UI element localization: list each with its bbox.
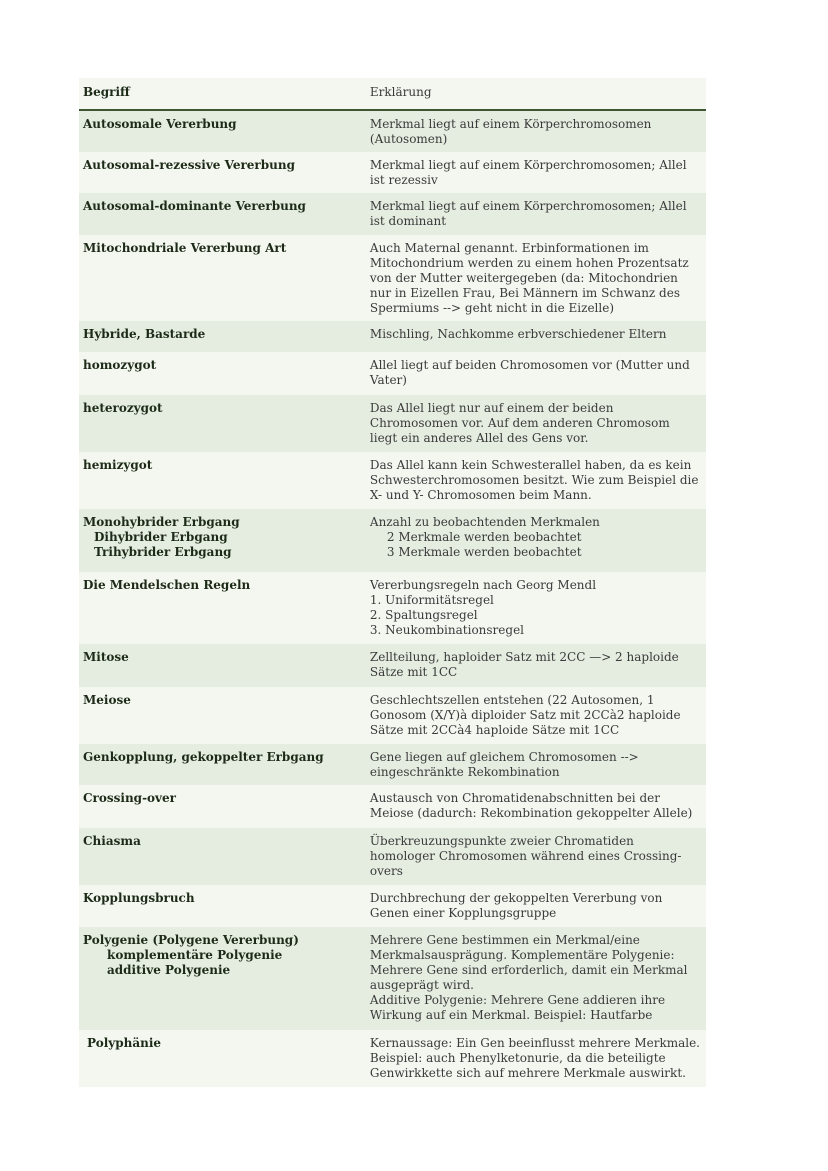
term-line: hemizygot: [83, 458, 153, 472]
term-line: Genkopplung, gekoppelter Erbgang: [83, 750, 324, 764]
definition-cell: [364, 235, 706, 321]
definition-line: Merkmalsausprägung. Komplementäre Polygenie:: [369, 948, 675, 962]
term-line: Chiasma: [83, 834, 141, 848]
term-cell: [79, 509, 364, 572]
term-line: Trihybrider Erbgang: [94, 545, 232, 559]
definition-line: Kernaussage: Ein Gen beeinflusst mehrere Merkmale.: [369, 1036, 700, 1050]
table-row: [79, 193, 706, 235]
table-row: [79, 885, 706, 927]
term-line: Die Mendelschen Regeln: [83, 578, 251, 592]
definition-line: Sätze mit 1CC: [369, 665, 458, 679]
table-row: [79, 785, 706, 828]
definition-line: X- und Y- Chromosomen beim Mann.: [369, 488, 592, 502]
definition-cell: [364, 572, 706, 644]
definition-line: Schwesterchromosomen besitzt. Wie zum Beispiel die: [369, 473, 699, 487]
term-cell: [79, 395, 364, 452]
definition-cell: [364, 509, 706, 572]
definition-line: overs: [369, 864, 403, 878]
definition-line: Genen einer Kopplungsgruppe: [369, 906, 557, 920]
definition-line: Überkreuzungspunkte zweier Chromatiden: [369, 834, 634, 848]
definition-line: Vererbungsregeln nach Georg Mendl: [369, 578, 597, 592]
table-row: [79, 687, 706, 744]
term-cell: [79, 828, 364, 885]
column-header-term: Begriff: [83, 85, 130, 99]
definition-line: 3. Neukombinationsregel: [369, 623, 525, 637]
term-line: Autosomal-dominante Vererbung: [83, 199, 306, 213]
table-header-row: [79, 78, 706, 110]
definition-line: nur in Eizellen Frau, Bei Männern im Schwanz des: [369, 286, 680, 300]
term-line: Autosomale Vererbung: [83, 117, 237, 131]
definition-cell: [364, 1030, 706, 1087]
definition-line: Das Allel liegt nur auf einem der beiden: [369, 401, 614, 415]
definition-line: Das Allel kann kein Schwesterallel haben, da es kein: [369, 458, 692, 472]
definition-line: 2. Spaltungsregel: [369, 608, 478, 622]
definition-line: Mischling, Nachkomme erbverschiedener Eltern: [369, 327, 667, 341]
definition-line: Anzahl zu beobachtenden Merkmalen: [369, 515, 600, 529]
definition-cell: [364, 927, 706, 1030]
definition-cell: [364, 193, 706, 235]
definition-line: Wirkung auf ein Merkmal. Beispiel: Hautfarbe: [369, 1008, 653, 1022]
definition-line: ausgeprägt wird.: [369, 978, 474, 992]
table-row: [79, 452, 706, 509]
table-row: [79, 509, 706, 572]
definition-line: Auch Maternal genannt. Erbinformationen im: [369, 241, 649, 255]
column-header-definition: Erklärung: [369, 85, 432, 99]
definition-line: 3 Merkmale werden beobachtet: [386, 545, 582, 559]
definition-line: Allel liegt auf beiden Chromosomen vor (Mutter und: [369, 358, 690, 372]
term-cell: [79, 193, 364, 235]
table-row: [79, 152, 706, 193]
table-row: [79, 321, 706, 352]
definition-line: Mehrere Gene bestimmen ein Merkmal/eine: [369, 933, 640, 947]
term-line: Monohybrider Erbgang: [83, 515, 240, 529]
term-line: Mitochondriale Vererbung Art: [83, 241, 287, 255]
term-cell: [79, 687, 364, 744]
term-cell: [79, 744, 364, 785]
term-cell: [79, 235, 364, 321]
definition-line: Additive Polygenie: Mehrere Gene addieren ihre: [369, 993, 666, 1007]
table-row: [79, 110, 706, 152]
definition-line: (Autosomen): [369, 132, 448, 146]
term-cell: [79, 785, 364, 828]
term-cell: [79, 110, 364, 152]
glossary-table: [79, 78, 706, 1087]
definition-line: Mehrere Gene sind erforderlich, damit ein Merkmal: [369, 963, 688, 977]
definition-line: Sätze mit 2CCà4 haploide Sätze mit 1CC: [369, 723, 620, 737]
definition-cell: [364, 152, 706, 193]
term-line: heterozygot: [83, 401, 163, 415]
definition-line: Austausch von Chromatidenabschnitten bei der: [369, 791, 660, 805]
definition-cell: [364, 687, 706, 744]
term-line: Kopplungsbruch: [83, 891, 195, 905]
definition-cell: [364, 828, 706, 885]
definition-line: Chromosomen vor. Auf dem anderen Chromosom: [369, 416, 670, 430]
definition-line: Beispiel: auch Phenylketonurie, da die beteiligte: [369, 1051, 666, 1065]
definition-cell: [364, 352, 706, 395]
term-line: additive Polygenie: [107, 963, 231, 977]
definition-line: 1. Uniformitätsregel: [369, 593, 494, 607]
definition-cell: [364, 110, 706, 152]
term-line: homozygot: [83, 358, 157, 372]
table-row: [79, 352, 706, 395]
table-row: [79, 927, 706, 1030]
definition-line: Meiose (dadurch: Rekombination gekoppelter Allele): [369, 806, 693, 820]
term-cell: [79, 572, 364, 644]
definition-cell: [364, 395, 706, 452]
definition-line: Vater): [369, 373, 407, 387]
definition-cell: [364, 321, 706, 352]
table-row: [79, 828, 706, 885]
definition-cell: [364, 452, 706, 509]
term-line: komplementäre Polygenie: [107, 948, 283, 962]
definition-line: Zellteilung, haploider Satz mit 2CC —> 2 haploide: [369, 650, 679, 664]
table-row: [79, 395, 706, 452]
definition-line: Durchbrechung der gekoppelten Vererbung von: [369, 891, 663, 905]
definition-line: Merkmal liegt auf einem Körperchromosomen; Allel: [369, 158, 687, 172]
table-body: [79, 110, 706, 1087]
term-line: Mitose: [83, 650, 129, 664]
definition-cell: [364, 885, 706, 927]
table-row: [79, 744, 706, 785]
table-row: [79, 1030, 706, 1087]
definition-line: Mitochondrium werden zu einem hohen Prozentsatz: [369, 256, 689, 270]
table-row: [79, 235, 706, 321]
definition-line: Spermiums --> geht nicht in die Eizelle): [369, 301, 615, 315]
table-row: [79, 572, 706, 644]
definition-line: Merkmal liegt auf einem Körperchromosomen: [369, 117, 652, 131]
definition-cell: [364, 785, 706, 828]
definition-line: Geschlechtszellen entstehen (22 Autosomen, 1: [369, 693, 655, 707]
term-cell: [79, 927, 364, 1030]
definition-line: 2 Merkmale werden beobachtet: [386, 530, 582, 544]
term-line: Polygenie (Polygene Vererbung): [83, 933, 299, 947]
definition-line: ist rezessiv: [369, 173, 438, 187]
term-cell: [79, 321, 364, 352]
term-cell: [79, 885, 364, 927]
definition-line: Merkmal liegt auf einem Körperchromosomen; Allel: [369, 199, 687, 213]
definition-line: ist dominant: [369, 214, 447, 228]
definition-cell: [364, 644, 706, 687]
definition-line: von der Mutter weitergegeben (da: Mitochondrien: [369, 271, 678, 285]
term-line: Dihybrider Erbgang: [94, 530, 228, 544]
definition-line: homologer Chromosomen während eines Crossing-: [369, 849, 682, 863]
term-cell: [79, 452, 364, 509]
term-line: Autosomal-rezessive Vererbung: [83, 158, 295, 172]
term-cell: [79, 1030, 364, 1087]
term-line: Crossing-over: [83, 791, 176, 805]
definition-cell: [364, 744, 706, 785]
definition-line: Gene liegen auf gleichem Chromosomen -->: [369, 750, 639, 764]
definition-line: Genwirkkette sich auf mehrere Merkmale auswirkt.: [369, 1066, 686, 1080]
term-line: Hybride, Bastarde: [83, 327, 206, 341]
definition-line: Gonosom (X/Y)à diploider Satz mit 2CCà2 haploide: [369, 708, 681, 722]
term-cell: [79, 152, 364, 193]
term-cell: [79, 644, 364, 687]
term-cell: [79, 352, 364, 395]
table-row: [79, 644, 706, 687]
term-line: Meiose: [83, 693, 131, 707]
definition-line: liegt ein anderes Allel des Gens vor.: [369, 431, 589, 445]
definition-line: eingeschränkte Rekombination: [369, 765, 560, 779]
term-line: Polyphänie: [87, 1036, 162, 1050]
